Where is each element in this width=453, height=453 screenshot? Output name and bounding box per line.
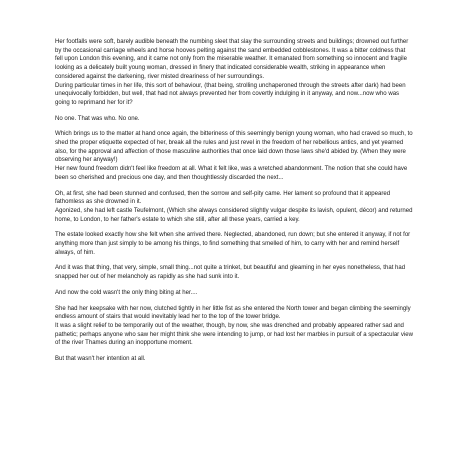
paragraph-spacer — [55, 348, 413, 355]
paragraph: But that wasn't her intention at all. — [55, 356, 146, 363]
paragraph-spacer — [55, 123, 413, 130]
paragraph: Oh, at first, she had been stunned and confused, then the sorrow and self-pity came. Her lament so profound that it appeared fathomless as she drowned in it. — [55, 190, 391, 206]
paragraph-spacer — [55, 183, 413, 190]
paragraph-spacer — [55, 224, 413, 231]
paragraph-spacer — [55, 298, 413, 305]
paragraph: Agonized, she had left castle Teufelmont, (Which she always considered slightly vulgar despite its lavish, opulent, décor) and returned home, to London, to her father's estate to which she still, after all these years, carried a key. — [55, 207, 413, 223]
paragraph-spacer — [55, 257, 413, 264]
paragraph: Which brings us to the matter at hand once again, the bitteriness of this seemingly benign young woman, who had craved so much, to shed the proper etiquette expected of her, break all the rules and just revel in the freedom of her rebellious antics, and yet yearned also, for the approval and affection of those masculine authorities that once laid down those laws she'd abided by. (When they were observing her anyway!) — [55, 131, 413, 164]
paragraph: And now the cold wasn't the only thing biting at her.... — [55, 289, 198, 296]
paragraph: No one. That was who. No one. — [55, 115, 140, 122]
paragraph: Her footfalls were soft, barely audible beneath the numbing sleet that slay the surrounding streets and buildings; drowned out further by the occasional carriage wheels and horse hooves pelting against the sand embedded cobblestones. It was a bitter coldness that fell upon London this evening, and it came not only from the miserable weather. It emanated from something so innocent and fragile looking as a delicately built young woman, dressed in finery that indicated considerable wealth, striking in appearance when considered against the darkening, river misted dreariness of her surroundings. — [55, 39, 409, 80]
paragraph: It was a slight relief to be temporarily out of the weather, though, by now, she was drenched and probably appeared rather sad and pathetic; perhaps anyone who saw her might think she were intending to jump, or had lost her marbles in pursuit of a spectacular view of the river Thames during an inopportune moment. — [55, 322, 413, 347]
paragraph-spacer — [55, 108, 413, 115]
paragraph: The estate looked exactly how she felt when she arrived there. Neglected, abandoned, run down; but she entered it anyway, if not for anything more than just simply to be among his things, to find something that smelled of him, to carry with her and remind herself always, of him. — [55, 232, 411, 256]
paragraph: She had her keepsake with her now, clutched tightly in her little fist as she entered the North tower and began climbing the seemingly endless amount of stairs that would inevitably lead her to the top of the tower bridge. — [55, 305, 411, 321]
paragraph: And it was that thing, that very, simple, small thing...not quite a trinket, but beautiful and gleaming in her eyes nonetheless, that had snapped her out of her melancholy as rapidly as she had sunk into it. — [55, 265, 406, 281]
paragraph: During particular times in her life, this sort of behaviour, (that being, strolling unchaperoned through the streets after dark) had been unequivocally forbidden, but well, that had not always prevented her from covertly indulging in it anyway, and now...now who was going to reprimand her for it? — [55, 82, 406, 106]
paragraph: Her new found freedom didn't feel like freedom at all. What it felt like, was a wretched abandonment. The notion that she could have been so cherished and precious one day, and then thoughtlessly discarded the next... — [55, 166, 408, 181]
paragraph-spacer — [55, 282, 413, 289]
